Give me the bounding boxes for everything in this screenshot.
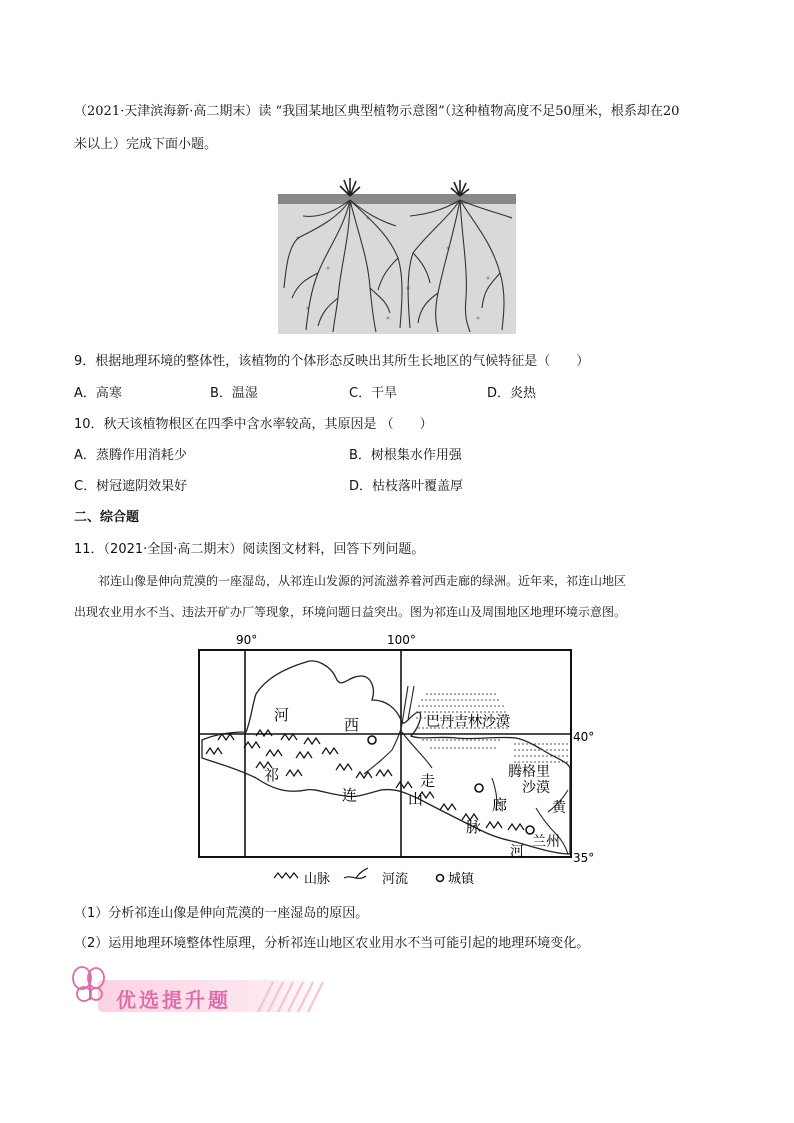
label-he-yellow: 河 — [510, 844, 524, 860]
label-lanzhou: 兰州 — [532, 834, 560, 850]
q9-option-a: A．高寒 — [74, 386, 122, 401]
question-10-stem: 10．秋天该植物根区在四季中含水率较高，其原因是 （ ） — [74, 417, 433, 432]
town-lanzhou-marker — [526, 826, 534, 834]
q10-option-a: A．蒸腾作用消耗少 — [74, 448, 187, 463]
label-lian: 连 — [342, 786, 358, 804]
label-tengger-2: 沙漠 — [522, 780, 550, 796]
label-shan: 山 — [408, 790, 424, 808]
q11-sub-1: （1）分析祁连山像是伸向荒漠的一座湿岛的原因。 — [74, 906, 369, 921]
legend-river-label: 河流 — [382, 872, 409, 887]
section-title: 二、综合题 — [74, 510, 140, 525]
qilian-map — [196, 628, 606, 894]
map-frame — [199, 650, 571, 857]
q11-paragraph-line-2: 出现农业用水不当、违法开矿办厂等现象，环境问题日益突出。图为祁连山及周围地区地理环境示意图。 — [74, 605, 627, 619]
legend-mountain-symbol — [274, 873, 298, 878]
legend-mountain-label: 山脉 — [304, 872, 331, 887]
lat-35-label: 35° — [573, 851, 595, 865]
label-zou: 走 — [420, 772, 436, 790]
lat-40-label: 40° — [573, 730, 595, 744]
q9-option-b: B．温湿 — [210, 386, 258, 401]
label-lang: 廊 — [492, 796, 508, 814]
q10-option-d: D．枯枝落叶覆盖厚 — [349, 479, 464, 494]
label-tengger-1: 腾格里 — [508, 764, 550, 780]
label-huang: 黄 — [552, 800, 566, 816]
banner-title: 优选提升题 — [116, 988, 231, 1012]
legend-river-symbol — [344, 868, 368, 878]
label-badain-jaran: 巴丹吉林沙漠 — [426, 714, 510, 730]
question-9-stem: 9．根据地理环境的整体性，该植物的个体形态反映出其所生长地区的气候特征是（ ） — [74, 354, 590, 369]
q10-option-c: C．树冠遮阴效果好 — [74, 479, 188, 494]
desert-plant-root-icon — [278, 178, 516, 334]
q9-option-c: C．干旱 — [349, 386, 398, 401]
q10-option-b: B．树根集水作用强 — [349, 448, 462, 463]
lon-100-label: 100° — [387, 633, 416, 647]
q9-option-d: D．炎热 — [487, 386, 537, 401]
label-qi: 祁 — [264, 766, 280, 784]
plant-root-figure — [278, 178, 516, 334]
q11-paragraph-line-1: 祁连山像是伸向荒漠的一座湿岛，从祁连山发源的河流滋养着河西走廊的绿洲。近年来，祁连山地区 — [98, 574, 627, 588]
label-xi: 西 — [344, 716, 360, 734]
label-he: 河 — [274, 706, 290, 724]
section-banner — [68, 962, 328, 1014]
lon-90-label: 90° — [236, 633, 258, 647]
map-legend — [274, 868, 475, 887]
legend-town-symbol — [437, 875, 444, 882]
legend-town-label: 城镇 — [448, 872, 475, 887]
q11-sub-2: （2）运用地理环境整体性原理，分析祁连山地区农业用水不当可能引起的地理环境变化。 — [74, 936, 590, 951]
intro-line-2: 米以上）完成下面小题。 — [74, 137, 218, 152]
town-marker-2 — [475, 784, 483, 792]
label-mai: 脉 — [466, 818, 482, 836]
town-marker-1 — [368, 736, 376, 744]
intro-line-1: （2021·天津滨海新·高二期末）读 “我国某地区典型植物示意图”（这种植物高度不足50厘米，根系却在20 — [74, 104, 680, 119]
question-11-stem: 11．（2021·全国·高二期末）阅读图文材料，回答下列问题。 — [74, 542, 425, 557]
